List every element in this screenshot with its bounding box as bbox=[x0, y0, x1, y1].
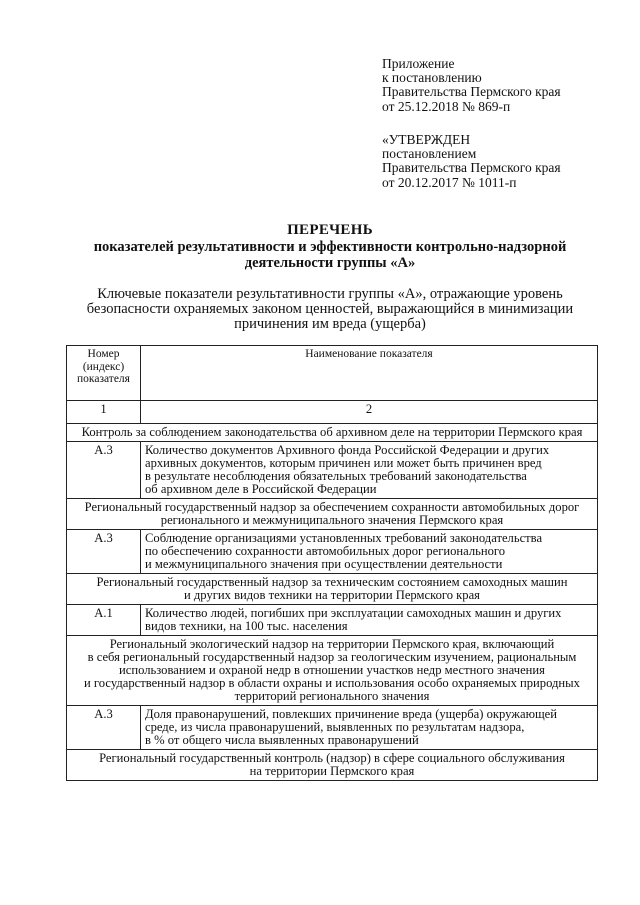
group-title-line: и государственный надзор в области охраны и использования особо охраняемых природных bbox=[84, 676, 580, 690]
group-row bbox=[67, 424, 598, 442]
indicator-line: Доля правонарушений, повлекших причинение вреда (ущерба) окружающей bbox=[145, 707, 558, 721]
column-number-cell: 2 bbox=[141, 401, 598, 424]
indicator-code: А.1 bbox=[67, 605, 141, 636]
indicator-line: и межмуниципального значения при осуществлении деятельности bbox=[145, 557, 503, 571]
section-heading-line: причинения им вреда (ущерба) bbox=[234, 316, 426, 332]
appendix-line: Приложение bbox=[382, 56, 455, 71]
group-title-line: использованием и охраной недр в отношении участков недр местного значения bbox=[119, 663, 545, 677]
indicator-line: в % от общего числа выявленных правонарушений bbox=[145, 733, 419, 747]
indicator-description bbox=[141, 442, 598, 499]
indicators-table bbox=[66, 345, 598, 781]
group-title-cell bbox=[67, 636, 598, 706]
subtitle-line: деятельности группы «А» bbox=[244, 254, 416, 271]
indicator-description bbox=[141, 530, 598, 574]
indicator-line: об архивном деле в Российской Федерации bbox=[145, 482, 377, 496]
group-title-line: Контроль за соблюдением законодательства об архивном деле на территории Пермского края bbox=[81, 425, 583, 439]
indicator-description bbox=[141, 706, 598, 750]
group-title-line: в себя региональный государственный надзор за геологическим изучением, рациональным bbox=[87, 650, 577, 664]
group-title-line: на территории Пермского края bbox=[249, 764, 415, 778]
header-number-cell bbox=[67, 346, 141, 401]
group-title-line: Региональный государственный надзор за техническим состоянием самоходных машин bbox=[96, 575, 568, 589]
section-heading-line: Ключевые показатели результативности группы «А», отражающие уровень bbox=[97, 286, 563, 302]
group-title-cell bbox=[67, 750, 598, 781]
approval-stamp-block bbox=[382, 133, 632, 190]
approval-line: постановлением bbox=[382, 146, 477, 162]
indicator-line: в результате несоблюдения обязательных требований законодательства bbox=[145, 469, 527, 483]
indicator-row bbox=[67, 530, 598, 574]
appendix-line: от 25.12.2018 № 869-п bbox=[382, 98, 511, 114]
header-number-line: Номер bbox=[87, 348, 120, 360]
group-title-cell bbox=[67, 499, 598, 530]
indicator-description bbox=[141, 605, 598, 636]
group-title-line: и других видов техники на территории Пермского края bbox=[184, 588, 480, 602]
indicator-line: Соблюдение организациями установленных требований законодательства bbox=[145, 531, 543, 545]
header-name-cell: Наименование показателя bbox=[141, 346, 598, 401]
indicator-row bbox=[67, 442, 598, 499]
group-row bbox=[67, 499, 598, 530]
indicator-row bbox=[67, 605, 598, 636]
appendix-line: Правительства Пермского края bbox=[382, 84, 561, 100]
group-title-line: территорий регионального значения bbox=[234, 689, 430, 703]
subtitle-line: показателей результативности и эффективности контрольно-надзорной bbox=[93, 239, 567, 255]
indicator-line: по обеспечению сохранности автомобильных дорог регионального bbox=[145, 544, 506, 558]
column-number-row bbox=[67, 401, 598, 424]
indicator-code: А.3 bbox=[67, 530, 141, 574]
group-row bbox=[67, 750, 598, 781]
appendix-block bbox=[382, 57, 632, 114]
group-title-line: Региональный государственный контроль (надзор) в сфере социального обслуживания bbox=[99, 751, 565, 765]
group-row bbox=[67, 574, 598, 605]
indicator-line: среде, из числа правонарушений, выявленных по результатам надзора, bbox=[145, 720, 525, 734]
indicator-code: А.3 bbox=[67, 706, 141, 750]
group-title-line: Региональный экологический надзор на территории Пермского края, включающий bbox=[109, 637, 555, 651]
group-title-line: Региональный государственный надзор за обеспечением сохранности автомобильных дорог bbox=[84, 500, 580, 514]
indicator-line: Количество документов Архивного фонда Российской Федерации и других bbox=[145, 443, 550, 457]
document-subtitle bbox=[60, 240, 600, 271]
section-heading-line: безопасности охраняемых законом ценностей, выражающийся в минимизации bbox=[86, 301, 574, 317]
indicator-code: А.3 bbox=[67, 442, 141, 499]
appendix-line: к постановлению bbox=[382, 70, 482, 86]
header-number-line: (индекс) bbox=[82, 360, 125, 373]
group-title-cell bbox=[67, 574, 598, 605]
header-number-line: показателя bbox=[77, 373, 130, 385]
group-row bbox=[67, 636, 598, 706]
table-header-row bbox=[67, 346, 598, 401]
indicator-row bbox=[67, 706, 598, 750]
approval-line: от 20.12.2017 № 1011-п bbox=[382, 174, 517, 190]
approval-line: Правительства Пермского края bbox=[382, 160, 561, 176]
indicator-line: видов техники, на 100 тыс. населения bbox=[145, 619, 348, 633]
group-title-line: регионального и межмуниципального значения Пермского края bbox=[160, 513, 504, 527]
group-title-cell bbox=[67, 424, 598, 442]
indicator-line: Количество людей, погибших при эксплуатации самоходных машин и других bbox=[145, 606, 562, 620]
section-heading bbox=[60, 287, 600, 332]
column-number-cell: 1 bbox=[67, 401, 141, 424]
document-title: ПЕРЕЧЕНЬ bbox=[287, 222, 373, 238]
indicator-line: архивных документов, которым причинен или может быть причинен вред bbox=[145, 456, 542, 470]
approval-line: «УТВЕРЖДЕН bbox=[382, 132, 471, 147]
